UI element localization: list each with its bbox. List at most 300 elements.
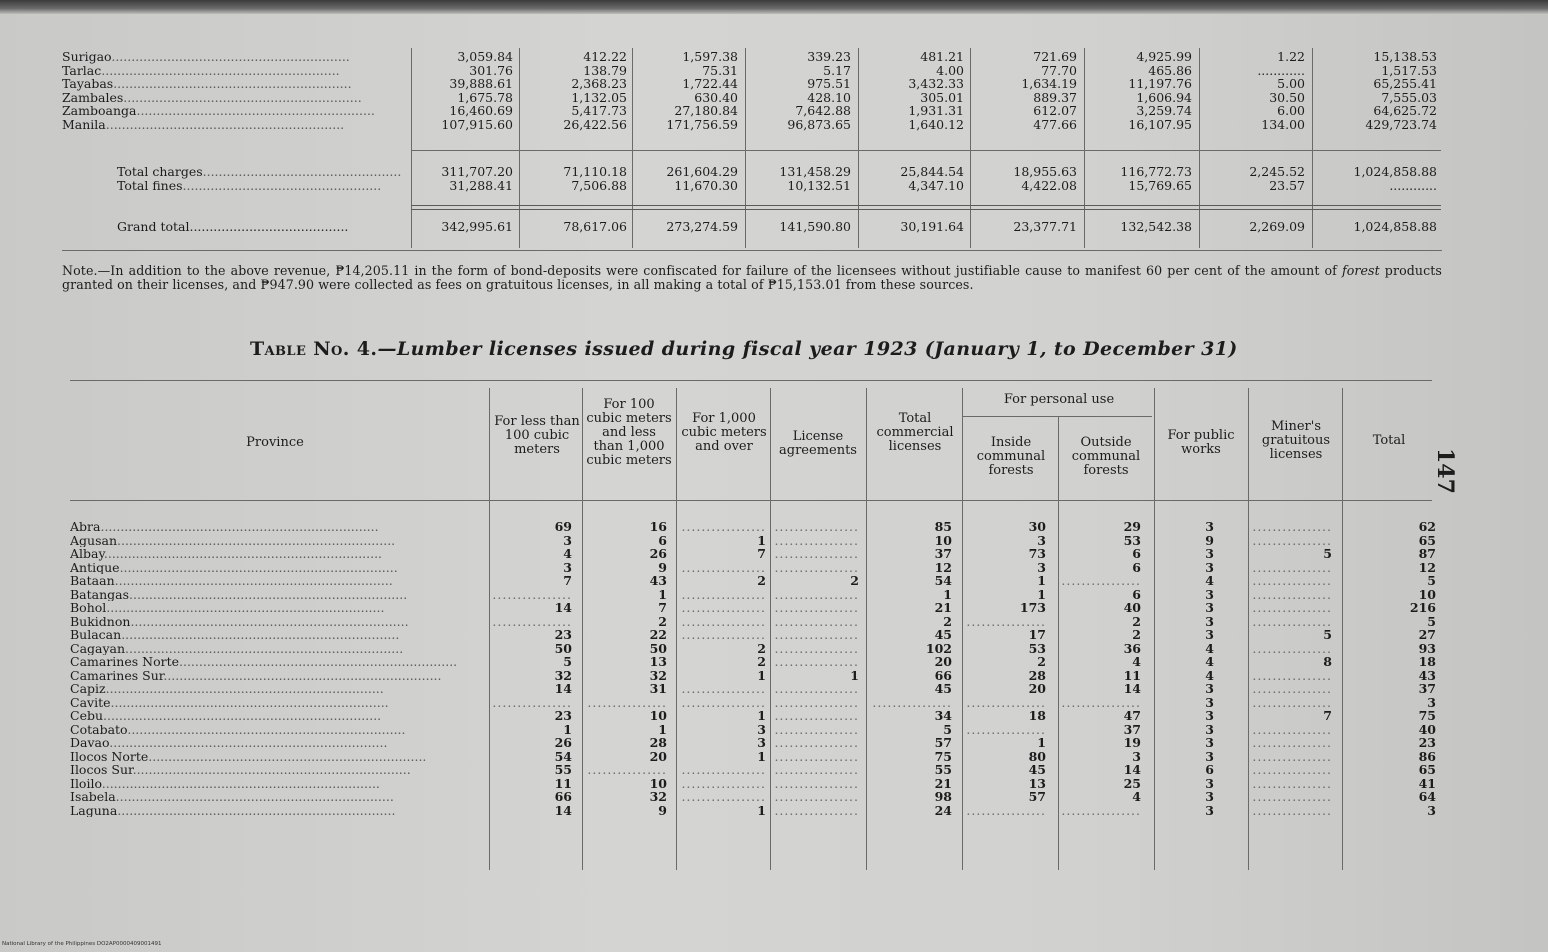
lumber-cell (772, 763, 859, 777)
lumber-cell (1060, 696, 1141, 710)
lumber-cell: 3 (1205, 802, 1214, 818)
empty-cell-leader: ................ (587, 694, 667, 710)
lumber-cell (678, 763, 766, 777)
column-rule (676, 388, 677, 870)
revenue-cell: 5.00 (1277, 76, 1305, 91)
lumber-cell (678, 777, 766, 791)
revenue-cell: 1,132.05 (571, 89, 627, 105)
lumber-cell: 23 (554, 708, 572, 723)
header-miners: Miner's gratuitous licenses (1261, 419, 1331, 462)
empty-cell-leader: ................. (681, 559, 766, 575)
lumber-cell: 3 (1205, 559, 1214, 575)
lumber-cell (1250, 520, 1332, 534)
empty-cell-leader: ................ (1252, 519, 1332, 534)
lumber-row-label (70, 790, 488, 804)
lumber-cell (772, 547, 859, 561)
empty-cell-leader: ................ (492, 586, 572, 602)
revenue-cell: 301.76 (469, 62, 513, 78)
lumber-cell (1250, 601, 1332, 615)
totals-label: Total fines (117, 178, 183, 192)
revenue-row-label (62, 118, 412, 132)
lumber-cell: 2 (658, 613, 667, 629)
province-name: Tayabas (62, 77, 114, 91)
revenue-total-column (977, 165, 1077, 192)
revenue-total-cell: 116,772.73 (1120, 164, 1192, 179)
lumber-cell: 14 (554, 802, 572, 818)
revenue-cell: 30.50 (1269, 89, 1305, 105)
note-text-1: Note.—In addition to the above revenue, ₱14,205.11 in the form of bond-deposits were confiscated for failure of the licensees without justifiable cause to manifest 60 per cent of the amount of (62, 263, 1342, 278)
lumber-cell: 47 (1123, 708, 1141, 723)
revenue-cell: 5.17 (823, 62, 851, 78)
revenue-total-cell: 10,132.51 (787, 177, 851, 193)
lumber-cell: 6 (1132, 586, 1141, 602)
lumber-cell: 1 (757, 667, 766, 683)
lumber-cell: 3 (1205, 681, 1214, 696)
lumber-cell (491, 696, 572, 710)
empty-cell-leader: ................ (1252, 762, 1332, 777)
lumber-cell: 2 (943, 613, 952, 629)
leader-dots: ...................................................................... (121, 628, 400, 642)
grand-total-cell: 141,590.80 (779, 219, 851, 234)
empty-cell-leader: ................. (774, 613, 859, 629)
lumber-cell: 3 (1037, 532, 1046, 548)
empty-cell-leader: ................. (774, 519, 859, 534)
lumber-cell: 2 (1132, 627, 1141, 642)
lumber-row-label (70, 588, 488, 602)
lumber-row-label (70, 736, 488, 750)
header-personal-use: For personal use (1003, 392, 1115, 407)
province-name: Abra (70, 520, 101, 534)
column-rule (1342, 388, 1343, 870)
grand-total-double-rule (411, 205, 1441, 210)
lumber-cell (772, 790, 859, 804)
lumber-cell (772, 723, 859, 737)
lumber-row-label (70, 696, 488, 710)
empty-cell-leader: ................. (774, 640, 859, 656)
lumber-cell (772, 601, 859, 615)
lumber-cell: 1 (757, 532, 766, 548)
empty-cell-leader: ................. (681, 789, 766, 804)
lumber-cell: 28 (1028, 667, 1046, 683)
column-rule (1154, 388, 1155, 870)
column-rule (411, 48, 412, 248)
lumber-cell: 87 (1418, 546, 1436, 561)
province-name: Antique (70, 560, 120, 574)
revenue-cell: 39,888.61 (449, 76, 513, 91)
lumber-cell (772, 804, 859, 818)
leader-dots: .................................................. (182, 178, 382, 192)
lumber-cell (772, 561, 859, 575)
revenue-row-label (62, 91, 412, 105)
province-name: Camarines Norte (70, 655, 179, 669)
lumber-cell: 26 (554, 735, 572, 750)
lumber-value-column (1344, 520, 1436, 817)
column-rule (519, 48, 520, 248)
lumber-cell: 9 (658, 802, 667, 818)
lumber-cell (678, 615, 766, 629)
revenue-cell: 26,422.56 (563, 116, 627, 132)
empty-cell-leader: ................ (1252, 586, 1332, 602)
lumber-cell: 37 (934, 546, 952, 561)
lumber-cell (1250, 790, 1332, 804)
empty-cell-leader: ................. (774, 748, 859, 764)
lumber-cell (772, 682, 859, 696)
revenue-value-column (1209, 50, 1305, 131)
leader-dots: ...................................................................... (115, 790, 394, 804)
revenue-cell: 465.86 (1148, 62, 1192, 78)
revenue-cell: 412.22 (583, 49, 627, 64)
footer-watermark: National Library of the Philippines DO2AP0000409001491 (2, 941, 162, 947)
revenue-total-column (413, 165, 513, 192)
revenue-cell: 1,675.78 (457, 89, 513, 105)
lumber-cell: 1 (757, 748, 766, 764)
province-name: Surigao (62, 50, 112, 64)
lumber-cell: 3 (1205, 694, 1214, 710)
lumber-cell: 55 (554, 762, 572, 777)
revenue-total-column (638, 165, 738, 192)
revenue-cell: 11,197.76 (1128, 76, 1192, 91)
lumber-row-label (70, 777, 488, 791)
revenue-cell: 3,259.74 (1136, 103, 1192, 118)
personal-use-rule (962, 416, 1152, 417)
lumber-cell: 10 (649, 708, 667, 723)
grand-total-cell: 23,377.71 (1013, 219, 1077, 234)
revenue-row-label (62, 50, 412, 64)
lumber-cell: 4 (1205, 654, 1214, 669)
lumber-cell: 53 (1028, 640, 1046, 656)
lumber-cell (964, 615, 1046, 629)
revenue-cell: 134.00 (1261, 116, 1305, 132)
empty-cell-leader: ................ (1061, 694, 1141, 710)
header-total: Total (1372, 433, 1406, 448)
lumber-cell: 3 (757, 735, 766, 750)
revenue-cell: 721.69 (1033, 49, 1077, 64)
lumber-cell: 37 (1123, 721, 1141, 737)
lumber-cell (1250, 736, 1332, 750)
lumber-cell: 45 (1028, 762, 1046, 777)
table-4-caption: —Lumber licenses issued during fiscal year 1923 (January 1, to December 31) (377, 338, 1238, 360)
leader-dots: ...................................................................... (103, 547, 383, 561)
revenue-total-cell: 311,707.20 (441, 164, 513, 179)
lumber-cell: 65 (1418, 532, 1436, 548)
empty-cell-leader: ................. (774, 708, 859, 723)
header-total-commercial: Total commercial licenses (876, 411, 954, 454)
lumber-cell (1250, 750, 1332, 764)
table-4-title (250, 338, 1250, 360)
header-inside-communal: Inside communal forests (976, 435, 1046, 478)
lumber-cell: 43 (649, 573, 667, 588)
lumber-cell: 7 (563, 573, 572, 588)
lumber-cell (964, 723, 1046, 737)
revenue-cell: 2,368.23 (571, 76, 627, 91)
province-name: Batangas (70, 587, 130, 601)
empty-cell-leader: ................ (1252, 775, 1332, 791)
leader-dots: ...................................................................... (117, 803, 396, 817)
lumber-cell (1250, 561, 1332, 575)
subtotal-rule (411, 150, 1441, 151)
lumber-cell (772, 736, 859, 750)
lumber-cell: 19 (1123, 735, 1141, 750)
lumber-cell (772, 777, 859, 791)
revenue-total-column (864, 165, 964, 192)
lumber-cell: 1 (658, 721, 667, 737)
lumber-cell (678, 588, 766, 602)
lumber-cell: 37 (1418, 681, 1436, 696)
lumber-cell: 64 (1418, 789, 1436, 804)
lumber-cell: 12 (934, 559, 952, 575)
leader-dots: ...................................................................... (119, 560, 398, 574)
lumber-cell: 23 (1418, 735, 1436, 750)
revenue-cell: 429,723.74 (1365, 116, 1437, 132)
province-name: Albay (70, 547, 104, 561)
lumber-cell: 23 (554, 627, 572, 642)
lumber-cell (678, 520, 766, 534)
empty-cell-leader: ................. (774, 586, 859, 602)
lumber-row-label (70, 547, 488, 561)
lumber-cell: 10 (934, 532, 952, 548)
empty-cell-leader: ................. (774, 546, 859, 561)
lumber-cell: 7 (757, 546, 766, 561)
lumber-cell: 54 (554, 748, 572, 764)
revenue-cell: 1,634.19 (1021, 76, 1077, 91)
province-name: Bukidnon (70, 614, 131, 628)
empty-cell-leader: ................. (774, 694, 859, 710)
column-rule (1199, 48, 1200, 248)
lumber-cell (678, 561, 766, 575)
province-name: Cavite (70, 695, 111, 709)
empty-cell-leader: ................. (774, 721, 859, 737)
empty-cell-leader: ................ (1252, 667, 1332, 683)
lumber-cell: 3 (1205, 613, 1214, 629)
lumber-cell (868, 696, 952, 710)
revenue-cell: 138.79 (583, 62, 627, 78)
leader-dots: ...................................................................... (129, 587, 408, 601)
revenue-cell: 5,417.73 (571, 103, 627, 118)
lumber-value-column (584, 520, 667, 817)
lumber-cell (1250, 804, 1332, 818)
lumber-cell: 1 (757, 708, 766, 723)
empty-cell-leader: ................. (681, 519, 766, 534)
grand-total-label (117, 220, 407, 234)
lumber-cell: 4 (1205, 640, 1214, 656)
lumber-cell (678, 790, 766, 804)
lumber-cell: 20 (1028, 681, 1046, 696)
revenue-cell: 1,597.38 (682, 49, 738, 64)
leader-dots: ...................................................................... (109, 736, 388, 750)
revenue-total-cell: 131,458.29 (779, 164, 851, 179)
lumber-cell: 50 (649, 640, 667, 656)
empty-cell-leader: ................. (774, 654, 859, 669)
revenue-total-cell: 25,844.54 (900, 164, 964, 179)
revenue-value-column (977, 50, 1077, 131)
lumber-cell: 102 (925, 640, 952, 656)
lumber-value-column (1250, 520, 1332, 817)
leader-dots: ...................................................................... (106, 601, 385, 615)
lumber-cell: 18 (1418, 654, 1436, 669)
province-name: Iloilo (70, 776, 102, 790)
lumber-cell: 1 (658, 586, 667, 602)
lumber-cell: 6 (658, 532, 667, 548)
grand-total-cell: 1,024,858.88 (1353, 219, 1437, 234)
lumber-cell: 3 (1205, 600, 1214, 615)
lumber-cell (1250, 574, 1332, 588)
revenue-total-column (751, 165, 851, 192)
lumber-cell (772, 655, 859, 669)
lumber-cell: 14 (554, 681, 572, 696)
empty-cell-leader: ................ (492, 694, 572, 710)
lumber-cell (491, 615, 572, 629)
revenue-value-column (864, 50, 964, 131)
lumber-cell: 3 (1205, 546, 1214, 561)
lumber-row-label (70, 804, 488, 818)
lumber-cell: 75 (1418, 708, 1436, 723)
lumber-cell: 8 (1323, 654, 1332, 669)
lumber-cell: 24 (934, 802, 952, 818)
revenue-total-cell: 31,288.41 (449, 177, 513, 193)
lumber-cell: 5 (563, 654, 572, 669)
revenue-cell: 1,606.94 (1136, 89, 1192, 105)
lumber-cell: 14 (1123, 762, 1141, 777)
leader-dots: ...................................................................... (114, 574, 393, 588)
lumber-cell: 32 (554, 667, 572, 683)
lumber-row-label (70, 709, 488, 723)
revenue-province-column (62, 50, 412, 131)
revenue-cell: 630.40 (694, 89, 738, 105)
lumber-cell (772, 615, 859, 629)
leader-dots: ...................................................................... (117, 533, 396, 547)
province-name: Tarlac (62, 63, 102, 77)
lumber-cell: 14 (554, 600, 572, 615)
header-less-100: For less than 100 cubic meters (494, 414, 580, 457)
header-province: Province (246, 435, 304, 450)
province-name: Agusan (70, 533, 117, 547)
revenue-cell: 77.70 (1041, 62, 1077, 78)
leader-dots: ............................................................ (101, 63, 340, 77)
lumber-cell: 4 (1132, 789, 1141, 804)
lumber-row-label (70, 655, 488, 669)
header-outside-communal: Outside communal forests (1071, 435, 1141, 478)
revenue-total-column (1321, 165, 1437, 192)
lumber-cell: 1 (563, 721, 572, 737)
revenue-total-column (1092, 165, 1192, 192)
lumber-cell: 3 (563, 532, 572, 548)
lumber-cell: 66 (934, 667, 952, 683)
revenue-cell: 1,640.12 (908, 116, 964, 132)
lumber-cell (1250, 682, 1332, 696)
lumber-cell: 2 (850, 573, 859, 588)
lumber-cell: 13 (649, 654, 667, 669)
lumber-row-label (70, 723, 488, 737)
column-rule (582, 388, 583, 870)
leader-dots: ...................................................................... (179, 655, 458, 669)
column-rule (866, 388, 867, 870)
leader-dots: ...................................................................... (103, 709, 382, 723)
lumber-cell: 18 (1028, 708, 1046, 723)
revenue-total-cell: 2,245.52 (1249, 164, 1305, 179)
revenue-cell: 75.31 (702, 62, 738, 78)
empty-cell-leader: ................. (681, 762, 766, 777)
lumber-cell: 3 (1205, 789, 1214, 804)
empty-cell-leader: ................. (774, 762, 859, 777)
revenue-total-cell: 11,670.30 (674, 177, 738, 193)
column-rule (858, 48, 859, 248)
lumber-cell (1250, 696, 1332, 710)
note-text-2: products granted on their licenses, and ₱947.90 were collected as fees on gratuitous licenses, in all making a total of ₱15,153.01 from these sources. (62, 263, 1442, 292)
lumber-cell: 9 (658, 559, 667, 575)
header-agreements: License agreements (779, 429, 857, 458)
province-name: Zamboanga (62, 104, 137, 118)
province-name: Laguna (70, 803, 118, 817)
lumber-cell: 5 (1427, 613, 1436, 629)
leader-dots: ............................................................ (113, 77, 352, 91)
empty-cell-leader: ................ (1252, 573, 1332, 588)
empty-cell-leader: ................ (966, 694, 1046, 710)
empty-cell-leader: ................ (1252, 559, 1332, 575)
revenue-cell: 4.00 (936, 62, 964, 78)
lumber-cell: 11 (1123, 667, 1141, 683)
empty-cell-leader: ................ (872, 694, 952, 710)
leader-dots: ............................................................ (136, 104, 375, 118)
lumber-row-label (70, 669, 488, 683)
empty-cell-leader: ................ (1061, 802, 1141, 818)
lumber-cell: 41 (1418, 775, 1436, 791)
revenue-cell: 1,722.44 (682, 76, 738, 91)
revenue-cell: 3,432.33 (908, 76, 964, 91)
lumber-cell: 20 (934, 654, 952, 669)
leader-dots: ...................................................................... (163, 668, 442, 682)
empty-cell-leader: ................. (681, 613, 766, 629)
revenue-total-cell: ............ (1389, 177, 1437, 193)
column-rule (632, 48, 633, 248)
province-name: Cebu (70, 709, 104, 723)
revenue-cell: 171,756.59 (666, 116, 738, 132)
table-bottom-rule (62, 250, 1442, 251)
lumber-cell: 1 (1037, 586, 1046, 602)
lumber-cell: 3 (1205, 519, 1214, 534)
revenue-cell: 16,460.69 (449, 103, 513, 118)
totals-row-label (117, 179, 407, 193)
revenue-cell: 107,915.60 (441, 116, 513, 132)
lumber-cell: 27 (1418, 627, 1436, 642)
column-rule (1058, 416, 1059, 870)
revenue-cell: 339.23 (807, 49, 851, 64)
empty-cell-leader: ................ (966, 721, 1046, 737)
lumber-cell: 5 (943, 721, 952, 737)
lumber-cell: 5 (1323, 627, 1332, 642)
lumber-cell: 2 (1132, 613, 1141, 629)
totals-row-label (117, 165, 407, 179)
lumber-cell: 21 (934, 600, 952, 615)
revenue-value-column (1092, 50, 1192, 131)
lumber-cell: 32 (649, 789, 667, 804)
column-rule (770, 388, 771, 870)
lumber-value-column (1156, 520, 1214, 817)
revenue-value-column (413, 50, 513, 131)
revenue-total-cell: 18,955.63 (1013, 164, 1077, 179)
lumber-cell (678, 628, 766, 642)
revenue-total-column (527, 165, 627, 192)
revenue-total-cell: 4,347.10 (908, 177, 964, 193)
revenue-cell: 65,255.41 (1373, 76, 1437, 91)
revenue-cell: 64,625.72 (1373, 103, 1437, 118)
lumber-cell: 75 (934, 748, 952, 764)
lumber-cell (1060, 574, 1141, 588)
revenue-cell: 1.22 (1277, 49, 1305, 64)
table-4-top-rule (70, 380, 1432, 381)
province-name: Cagayan (70, 641, 126, 655)
lumber-value-column (1060, 520, 1141, 817)
page-number: 147 (1432, 448, 1458, 494)
